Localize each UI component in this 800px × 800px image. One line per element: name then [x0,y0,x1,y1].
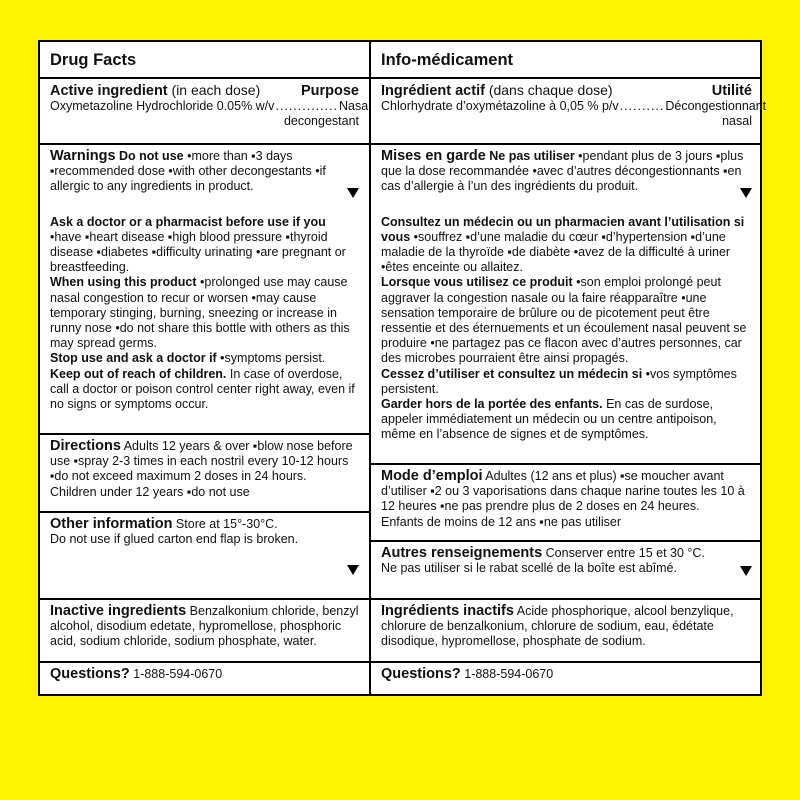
keep-out-text-fr: En cas de surdose, appeler immédiatement un médecin ou un centre antipoison, même en l’absence de signes et de symptômes. [381,397,717,442]
triangle-down-icon [740,566,752,576]
active-ingredient-note: (in each dose) [167,82,261,98]
purpose-text-2: decongestant [283,114,359,129]
info-medicament-title: Info-médicament [381,51,514,69]
triangle-down-icon [347,565,359,575]
when-using-heading: When using this product [50,275,197,290]
directions-section-fr [371,463,762,540]
drug-facts-title: Drug Facts [50,51,137,69]
directions-text: Adults 12 years & over ▪blow nose before use ▪spray 2-3 times in each nostril every 10-12 hours ▪do not exceed maximum 2 doses in 24 hours. [50,439,353,484]
questions-phone-fr: 1-888-594-0670 [460,667,554,681]
inactive-ingredients-text: Benzalkonium chloride, benzyl alcohol, disodium edetate, hypromellose, phosphoric acid, sodium chloride, sodium phosphate, water. [50,604,359,649]
title-section [40,42,369,77]
leader-dots-fr: .......... [619,99,665,114]
triangle-down-icon [740,188,752,198]
questions-phone: 1-888-594-0670 [129,667,223,681]
other-information-text-2-fr: Ne pas utiliser si le rabat scellé de la boîte est abîmé. [381,561,677,576]
triangle-down-icon [347,188,359,198]
do-not-use-text: •more than ▪3 days ▪recommended dose •with other decongestants •if allergic to any ingredients in product. [50,149,326,194]
keep-out-heading-fr: Garder hors de la portée des enfants. [381,397,603,412]
warnings-section [40,143,369,433]
directions-text-fr: Adultes (12 ans et plus) ▪se moucher avant d’utiliser ▪2 ou 3 vaporisations dans chaque narine toutes les 10 à 12 heures ▪ne pas prendre plus de 2 doses en 24 heures. [381,469,745,514]
french-column [369,42,767,694]
questions-heading: Questions? [50,666,130,682]
ingredient-name-fr: Chlorhydrate d’oxymétazoline à 0,05 % p/v [381,99,619,114]
directions-children: Children under 12 years ▪do not use [50,484,250,499]
warnings-heading-fr: Mises en garde [381,148,486,164]
purpose-text-1-fr: Décongestionnant [665,99,767,114]
inactive-ingredients-section [40,598,369,661]
other-information-text: Store at 15°-30°C. [172,517,278,531]
other-information-section [40,511,369,598]
inactive-ingredients-section-fr [371,598,762,661]
do-not-use-heading: Do not use [119,149,184,163]
purpose-label-fr: Utilité [711,83,752,99]
questions-heading-fr: Questions? [381,666,461,682]
stop-use-heading: Stop use and ask a doctor if [50,351,217,366]
keep-out-heading: Keep out of reach of children. [50,366,227,381]
active-ingredient-section-fr [371,77,767,143]
leader-dots: .............. [275,99,339,114]
when-using-text-fr: •son emploi prolongé peut aggraver la congestion nasale ou la faire réapparaître •une sensation temporaire de brûlure ou de picotement peut être ressentie et des éternuements et un écoulement nasal peuvent se produire •ne partagez pas ce flacon avec d’autres personnes, car des microbes pourraient être ainsi propagés. [381,275,747,366]
title-section-fr [371,42,762,77]
other-information-text-2: Do not use if glued carton end flap is broken. [50,532,299,547]
inactive-ingredients-text-fr: Acide phosphorique, alcool benzylique, chlorure de benzalkonium, chlorure de sodium, eau, édétate disodique, hypromellose, phosphate de sodium. [381,604,734,649]
active-ingredient-section [40,77,369,143]
questions-section-fr [371,661,762,694]
stop-use-heading-fr: Cessez d’utiliser et consultez un médecin si [381,366,643,381]
other-information-text-fr: Conserver entre 15 et 30 °C. [542,546,705,560]
directions-children-fr: Enfants de moins de 12 ans ▪ne pas utiliser [381,514,621,529]
purpose-text-2-fr: nasal [722,114,752,129]
directions-heading-fr: Mode d’emploi [381,468,483,484]
questions-section [40,661,369,694]
purpose-label: Purpose [300,83,359,99]
other-information-heading-fr: Autres renseignements [381,545,543,561]
directions-section [40,433,369,511]
active-ingredient-heading: Active ingredient [50,83,168,99]
keep-out-text: In case of overdose, call a doctor or poison control center right away, even if no signs or symptoms occur. [50,366,355,412]
english-column [40,42,369,694]
purpose-text-1: Nasal [339,99,371,114]
other-information-heading: Other information [50,516,173,532]
other-information-section-fr [371,540,762,598]
ask-doctor-text-fr: •souffrez ▪d’une maladie du cœur ▪d’hypertension ▪d’une maladie de la thyroïde ▪de diabète •avez de la difficulté à uriner •êtes enceinte ou allaitez. [381,229,731,275]
ingredient-name: Oxymetazoline Hydrochloride 0.05% w/v [50,99,275,114]
active-ingredient-heading-fr: Ingrédient actif [381,83,485,99]
do-not-use-heading-fr: Ne pas utiliser [489,149,575,163]
warnings-section-fr [371,143,762,463]
stop-use-text-fr: •vos symptômes persistent. [381,366,737,396]
directions-heading: Directions [50,438,121,454]
when-using-heading-fr: Lorsque vous utilisez ce produit [381,275,573,290]
stop-use-text: •symptoms persist. [216,351,326,366]
drug-facts-panel [38,40,767,696]
ask-doctor-text: •have ▪heart disease ▪high blood pressure ▪thyroid disease ▪diabetes ▪difficulty urinating •are pregnant or breastfeeding. [50,229,346,275]
ask-doctor-heading: Ask a doctor or a pharmacist before use if you [50,214,326,229]
do-not-use-text-fr: •pendant plus de 3 jours ▪plus que la dose recommandée •avec d’autres décongestionnants ▪en cas d’allergie à l’un des ingrédients du produit. [381,149,744,194]
inactive-ingredients-heading-fr: Ingrédients inactifs [381,603,514,619]
inactive-ingredients-heading: Inactive ingredients [50,603,187,619]
when-using-text: •prolonged use may cause nasal congestion to recur or worsen •may cause temporary stinging, burning, sneezing or increase in runny nose •do not share this bottle with others as this may spread germs. [50,275,350,351]
ask-doctor-heading-fr: Consultez un médecin ou un pharmacien avant l’utilisation si vous [381,214,745,244]
active-ingredient-note-fr: (dans chaque dose) [484,82,613,98]
warnings-heading: Warnings [50,148,116,164]
